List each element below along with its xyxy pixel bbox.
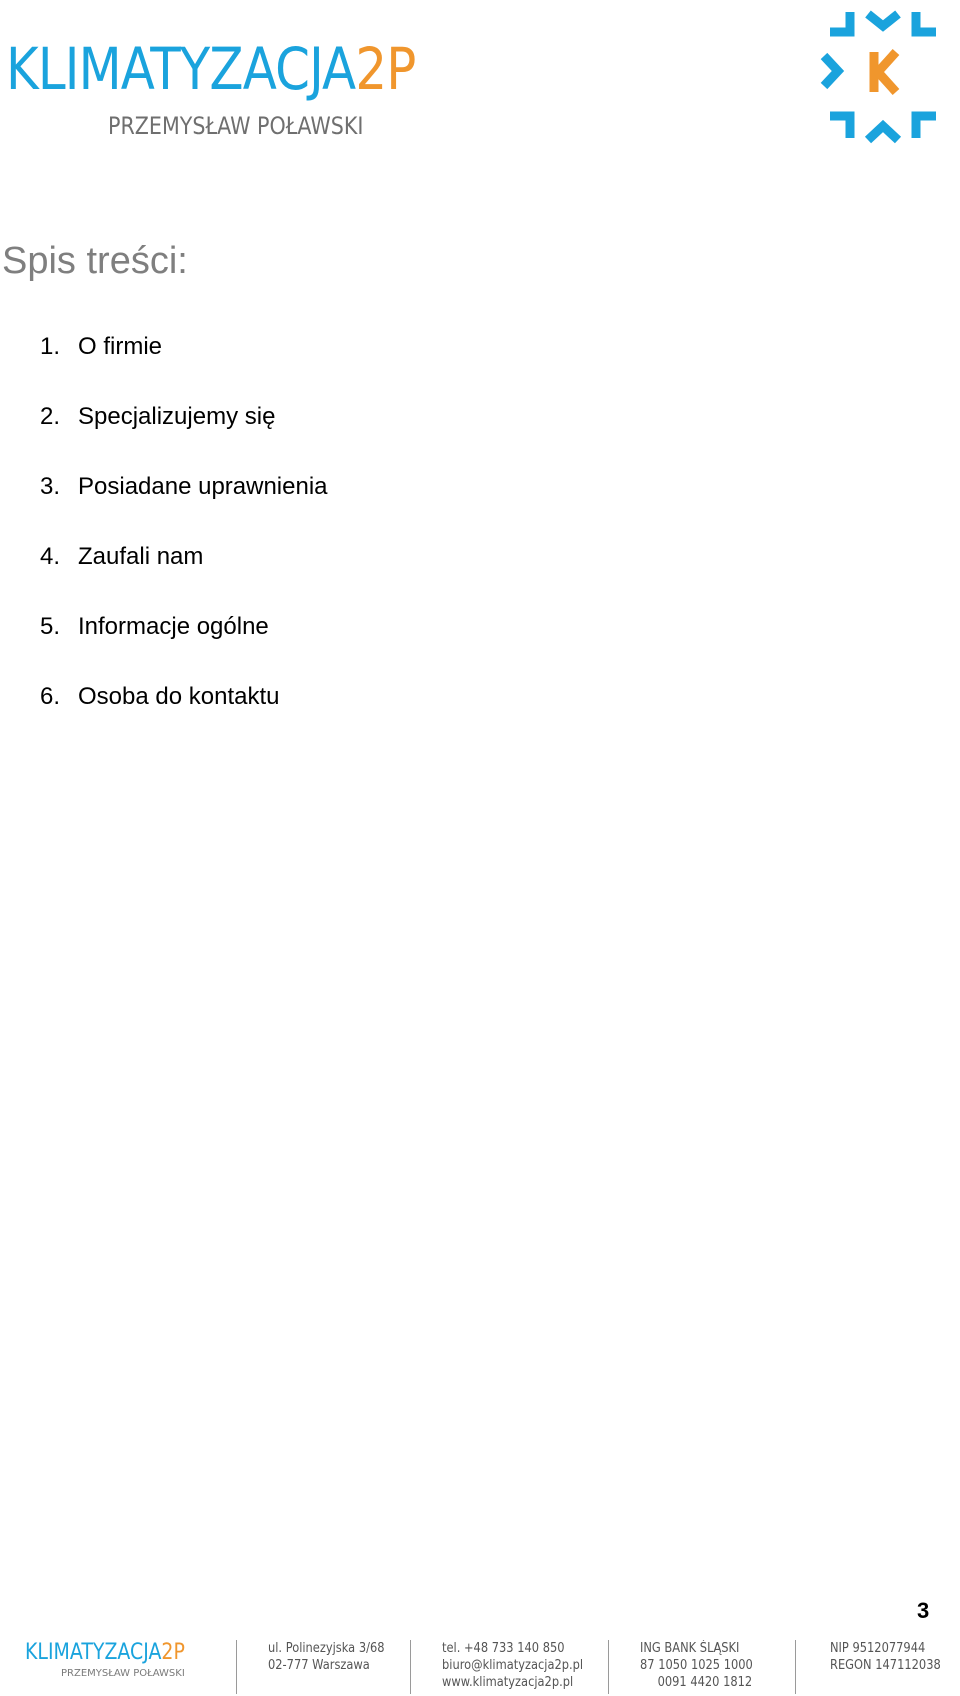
footer-logo-subtitle: PRZEMYSŁAW POŁAWSKI [61,1668,185,1679]
footer-divider [236,1640,237,1694]
logo-subtitle: PRZEMYSŁAW POŁAWSKI [108,112,364,140]
footer-divider [608,1640,609,1694]
logo-text-blue: KLIMATYZACJA [6,35,356,103]
footer-address-line: ul. Polinezyjska 3/68 [268,1641,385,1656]
toc-item-number: 3. [40,473,61,500]
toc-item-number: 2. [40,403,61,430]
toc-item-label: Osoba do kontaktu [78,683,280,710]
toc-item-label: Posiadane uprawnienia [78,473,328,500]
brand-emblem-icon [812,4,954,146]
page-number: 3 [917,1598,930,1623]
footer-address-line: 02-777 Warszawa [268,1658,370,1673]
footer-divider [410,1640,411,1694]
page-footer [0,1632,960,1696]
footer-phone: tel. +48 733 140 850 [442,1641,565,1656]
toc-item-number: 6. [40,683,61,710]
footer-bank-account-line: 0091 4420 1812 [657,1675,753,1690]
toc-title: Spis treści: [2,240,188,282]
toc-item-6 [40,683,279,711]
footer-address [268,1640,385,1674]
toc-item-2 [40,403,275,431]
toc-item-3 [40,473,328,501]
footer-website-link[interactable]: www.klimatyzacja2p.pl [442,1675,574,1690]
toc-item-4 [40,543,203,571]
logo-wordmark [6,35,416,103]
company-logo [6,35,482,140]
footer-contact [442,1640,583,1691]
footer-regon: REGON 147112038 [830,1658,941,1673]
footer-company-ids [830,1640,941,1674]
footer-bank [640,1640,753,1691]
toc-item-number: 1. [40,333,61,360]
footer-logo-text-blue: KLIMATYZACJA [25,1640,162,1665]
logo-text-orange: 2P [355,35,416,103]
footer-bank-name: ING BANK ŚLĄSKI [640,1641,740,1656]
toc-item-label: Zaufali nam [78,543,204,570]
footer-logo [25,1642,211,1679]
toc-item-label: Informacje ogólne [78,613,269,640]
footer-bank-account-line: 87 1050 1025 1000 [640,1658,753,1673]
toc-item-label: Specjalizujemy się [78,403,276,430]
footer-email-link[interactable]: biuro@klimatyzacja2p.pl [442,1658,584,1673]
toc-item-number: 5. [40,613,61,640]
toc-item-number: 4. [40,543,61,570]
footer-logo-wordmark [25,1642,185,1664]
toc-item-label: O firmie [78,333,162,360]
toc-item-1 [40,333,162,361]
footer-divider [795,1640,796,1694]
toc-item-5 [40,613,269,641]
footer-nip: NIP 9512077944 [830,1641,926,1656]
footer-logo-text-orange: 2P [161,1640,185,1665]
